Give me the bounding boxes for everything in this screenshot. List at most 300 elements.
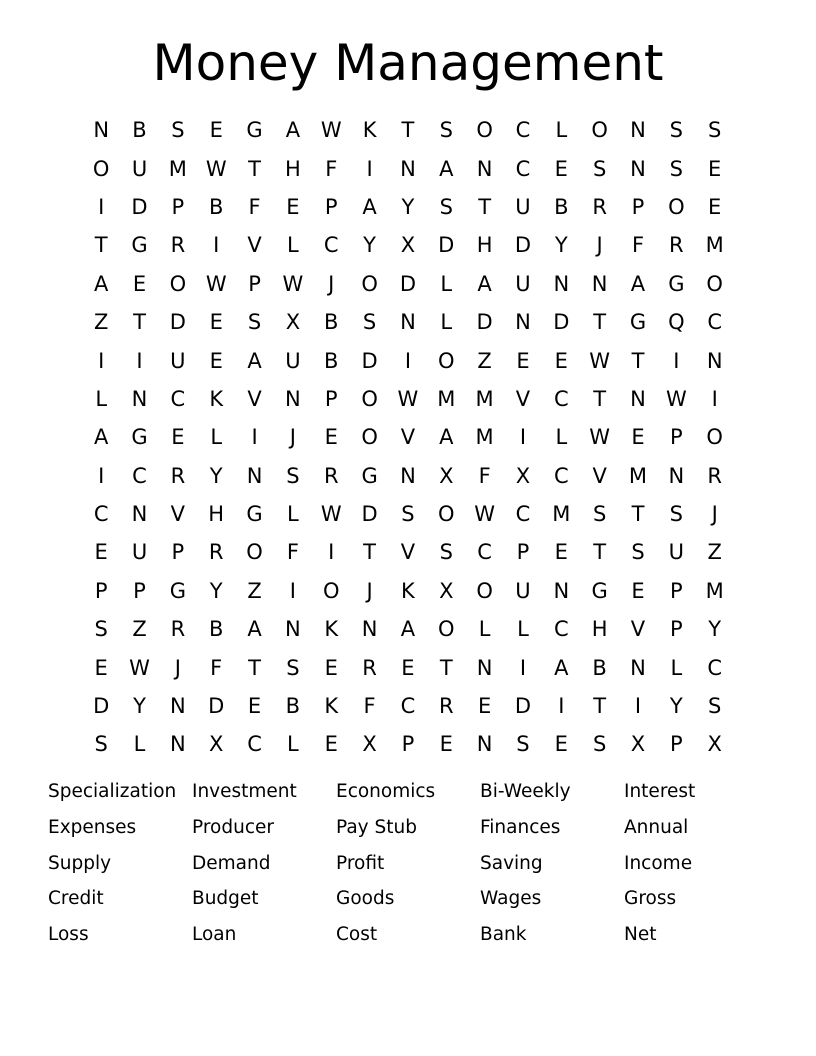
grid-letter: M — [552, 502, 571, 527]
grid-letter: B — [592, 655, 607, 680]
grid-letter: N — [630, 156, 646, 181]
grid-letter: N — [591, 271, 608, 296]
grid-letter: E — [439, 732, 453, 757]
grid-letter: U — [515, 578, 531, 603]
grid-letter: N — [93, 118, 110, 143]
grid-letter: C — [400, 694, 416, 719]
grid-letter: E — [631, 425, 645, 450]
grid-letter: P — [631, 194, 645, 219]
grid-letter: D — [93, 694, 110, 719]
grid-row — [82, 687, 734, 725]
grid-letter: N — [170, 732, 186, 757]
grid-row — [82, 303, 734, 341]
grid-letter: J — [711, 502, 718, 527]
grid-letter: R — [707, 463, 722, 488]
grid-letter: N — [630, 386, 646, 411]
grid-letter: N — [400, 310, 416, 335]
grid-letter: T — [593, 310, 607, 335]
grid-letter: O — [476, 578, 493, 603]
grid-letter: X — [630, 732, 646, 757]
grid-letter: I — [404, 348, 412, 373]
grid-letter: V — [400, 540, 416, 565]
grid-letter: I — [634, 694, 642, 719]
grid-letter: O — [438, 617, 455, 642]
grid-letter: P — [669, 732, 683, 757]
grid-letter: C — [477, 540, 492, 565]
grid-letter: U — [668, 540, 685, 565]
grid-letter: S — [631, 540, 645, 565]
grid-letter: N — [630, 118, 646, 143]
grid-letter: R — [362, 655, 377, 680]
grid-letter: N — [553, 578, 570, 603]
grid-letter: K — [362, 118, 377, 143]
grid-letter: W — [589, 348, 611, 373]
grid-letter: G — [131, 425, 148, 450]
grid-letter: E — [209, 348, 223, 373]
grid-letter: S — [708, 118, 722, 143]
word-list-item: Bank — [480, 924, 527, 946]
grid-letter: W — [205, 271, 227, 296]
grid-letter: S — [286, 463, 300, 488]
word-list-item: Demand — [192, 852, 271, 874]
word-list-item: Supply — [48, 852, 112, 874]
grid-letter: E — [209, 310, 223, 335]
grid-letter: C — [553, 617, 569, 642]
grid-letter: S — [439, 540, 453, 565]
grid-letter: P — [324, 386, 338, 411]
grid-letter: A — [630, 271, 646, 296]
grid-letter: A — [477, 271, 492, 296]
grid-letter: N — [246, 463, 263, 488]
grid-letter: A — [439, 425, 454, 450]
grid-letter: S — [94, 617, 108, 642]
grid-letter: S — [669, 156, 683, 181]
grid-letter: T — [593, 540, 607, 565]
grid-row — [82, 495, 734, 533]
grid-letter: D — [553, 310, 570, 335]
grid-letter: I — [98, 194, 105, 219]
grid-letter: A — [285, 118, 301, 143]
grid-letter: N — [476, 655, 493, 680]
grid-letter: E — [554, 732, 568, 757]
grid-row — [82, 572, 734, 610]
grid-letter: O — [438, 348, 455, 373]
grid-letter: T — [593, 386, 607, 411]
grid-letter: M — [168, 156, 187, 181]
grid-letter: A — [439, 156, 454, 181]
grid-row — [82, 457, 734, 495]
word-list-item: Cost — [336, 924, 378, 946]
grid-letter: D — [169, 310, 186, 335]
grid-letter: O — [438, 502, 455, 527]
grid-letter: L — [210, 425, 223, 450]
grid-letter: V — [247, 233, 262, 258]
grid-letter: B — [285, 694, 301, 719]
grid-letter: G — [246, 118, 263, 143]
grid-letter: Z — [132, 617, 147, 642]
grid-letter: L — [133, 732, 146, 757]
grid-letter: E — [94, 655, 108, 680]
grid-letter: X — [285, 310, 301, 335]
grid-letter: D — [131, 194, 148, 219]
grid-letter: D — [361, 348, 378, 373]
grid-letter: P — [248, 271, 261, 296]
grid-letter: C — [707, 310, 722, 335]
grid-letter: V — [170, 502, 186, 527]
grid-letter: Z — [707, 540, 722, 565]
grid-letter: T — [248, 156, 261, 181]
grid-row — [82, 610, 734, 648]
letter-grid — [82, 111, 734, 764]
grid-row — [82, 418, 734, 456]
grid-letter: L — [287, 732, 299, 757]
grid-letter: Y — [401, 194, 415, 219]
grid-letter: A — [400, 617, 416, 642]
grid-letter: V — [630, 617, 646, 642]
word-list-item: Pay Stub — [336, 816, 417, 838]
grid-letter: T — [363, 540, 376, 565]
grid-letter: G — [169, 578, 186, 603]
grid-row — [82, 265, 734, 303]
grid-letter: A — [247, 348, 262, 373]
word-list-item: Loan — [192, 924, 237, 946]
grid-letter: G — [246, 502, 263, 527]
grid-letter: C — [707, 655, 722, 680]
grid-letter: O — [706, 271, 723, 296]
grid-letter: S — [708, 694, 722, 719]
grid-letter: E — [631, 578, 645, 603]
grid-letter: L — [287, 233, 299, 258]
word-list-item: Wages — [480, 888, 542, 910]
grid-letter: S — [592, 156, 607, 181]
word-list-item: Bi-Weekly — [480, 781, 571, 802]
grid-letter: C — [553, 386, 569, 411]
grid-letter: G — [629, 310, 647, 335]
word-list-item: Credit — [48, 888, 104, 910]
grid-letter: N — [170, 694, 186, 719]
grid-letter: U — [131, 156, 148, 181]
grid-letter: G — [361, 463, 378, 488]
grid-letter: X — [400, 233, 416, 258]
grid-letter: D — [476, 310, 493, 335]
grid-letter: O — [169, 271, 187, 296]
word-list-item: Producer — [192, 816, 274, 838]
grid-letter: V — [515, 386, 531, 411]
grid-letter: T — [593, 694, 607, 719]
grid-letter: W — [589, 425, 611, 450]
grid-letter: F — [286, 540, 299, 565]
grid-letter: G — [131, 233, 148, 258]
grid-letter: D — [438, 233, 455, 258]
grid-letter: K — [324, 694, 339, 719]
grid-letter: N — [630, 655, 646, 680]
grid-letter: M — [475, 425, 494, 450]
grid-letter: S — [439, 118, 453, 143]
grid-letter: G — [591, 578, 608, 603]
grid-letter: R — [170, 463, 186, 488]
grid-letter: C — [515, 118, 531, 143]
grid-letter: M — [705, 578, 724, 603]
grid-letter: E — [708, 194, 722, 219]
grid-letter: S — [439, 194, 453, 219]
grid-letter: C — [93, 502, 109, 527]
grid-letter: S — [592, 732, 607, 757]
grid-letter: J — [174, 655, 181, 680]
grid-letter: H — [208, 502, 225, 527]
grid-row — [82, 380, 734, 418]
grid-letter: E — [401, 655, 415, 680]
grid-letter: U — [285, 348, 301, 373]
grid-letter: E — [286, 194, 300, 219]
grid-letter: Y — [209, 463, 223, 488]
grid-letter: X — [439, 578, 454, 603]
grid-row — [82, 111, 734, 149]
grid-letter: F — [631, 233, 645, 258]
grid-letter: Z — [477, 348, 492, 373]
word-list-item: Profit — [336, 852, 385, 874]
grid-letter: R — [170, 617, 186, 642]
grid-letter: X — [209, 732, 224, 757]
grid-letter: M — [437, 386, 456, 411]
grid-letter: E — [516, 348, 530, 373]
grid-letter: P — [669, 578, 683, 603]
grid-letter: E — [324, 655, 338, 680]
grid-letter: F — [363, 694, 376, 719]
grid-letter: C — [170, 386, 186, 411]
grid-letter: P — [171, 540, 185, 565]
grid-letter: T — [94, 233, 108, 258]
grid-letter: I — [98, 348, 105, 373]
grid-letter: F — [210, 655, 223, 680]
grid-row — [82, 226, 734, 264]
grid-letter: O — [246, 540, 263, 565]
grid-letter: W — [320, 118, 342, 143]
grid-letter: H — [284, 156, 301, 181]
grid-letter: C — [323, 233, 339, 258]
grid-letter: I — [558, 694, 565, 719]
grid-letter: T — [439, 655, 453, 680]
grid-letter: S — [171, 118, 185, 143]
grid-letter: W — [397, 386, 419, 411]
grid-letter: K — [209, 386, 224, 411]
grid-letter: Z — [93, 310, 109, 335]
grid-letter: P — [669, 617, 683, 642]
grid-letter: H — [591, 617, 608, 642]
grid-letter: Y — [669, 694, 683, 719]
grid-letter: W — [474, 502, 495, 527]
grid-letter: E — [324, 732, 338, 757]
grid-letter: W — [205, 156, 227, 181]
word-list-item: Budget — [192, 888, 259, 910]
grid-letter: C — [515, 156, 531, 181]
grid-letter: N — [706, 348, 723, 373]
grid-letter: B — [132, 118, 147, 143]
grid-letter: O — [361, 425, 378, 450]
grid-letter: E — [708, 156, 722, 181]
grid-letter: N — [361, 617, 378, 642]
word-list-item: Investment — [192, 781, 297, 802]
grid-letter: B — [208, 617, 224, 642]
grid-letter: R — [323, 463, 339, 488]
grid-letter: I — [711, 386, 718, 411]
grid-letter: I — [251, 425, 258, 450]
grid-letter: N — [400, 463, 416, 488]
grid-letter: A — [554, 655, 569, 680]
grid-letter: E — [209, 118, 223, 143]
grid-letter: D — [399, 271, 416, 296]
grid-letter: E — [477, 694, 492, 719]
grid-letter: M — [628, 463, 648, 488]
grid-letter: N — [400, 156, 416, 181]
word-list-item: Interest — [624, 781, 696, 802]
grid-letter: S — [247, 310, 262, 335]
grid-letter: E — [132, 271, 147, 296]
grid-letter: R — [438, 694, 454, 719]
grid-letter: P — [133, 578, 146, 603]
grid-letter: I — [673, 348, 680, 373]
word-list-item: Loss — [48, 924, 89, 946]
grid-letter: J — [596, 233, 603, 258]
grid-letter: X — [515, 463, 531, 488]
grid-letter: X — [362, 732, 377, 757]
grid-letter: O — [476, 118, 493, 143]
grid-letter: L — [555, 118, 568, 143]
grid-letter: L — [517, 617, 529, 642]
grid-letter: T — [478, 194, 492, 219]
grid-letter: U — [170, 348, 186, 373]
grid-letter: B — [324, 348, 339, 373]
grid-letter: N — [668, 463, 685, 488]
grid-letter: W — [282, 271, 304, 296]
grid-letter: S — [592, 502, 607, 527]
grid-letter: L — [440, 310, 453, 335]
grid-letter: K — [324, 617, 339, 642]
grid-letter: C — [553, 463, 569, 488]
grid-letter: E — [94, 540, 108, 565]
word-list-item: Expenses — [48, 816, 137, 838]
grid-letter: G — [668, 271, 685, 296]
grid-letter: N — [515, 310, 531, 335]
grid-letter: N — [285, 386, 301, 411]
grid-letter: B — [554, 194, 569, 219]
grid-letter: T — [248, 655, 261, 680]
grid-letter: L — [670, 655, 683, 680]
grid-letter: F — [478, 463, 491, 488]
grid-letter: P — [401, 732, 415, 757]
grid-letter: C — [515, 502, 531, 527]
grid-letter: T — [401, 118, 415, 143]
grid-letter: T — [631, 502, 645, 527]
grid-letter: I — [289, 578, 296, 603]
grid-letter: L — [555, 425, 568, 450]
grid-letter: Y — [133, 694, 146, 719]
grid-letter: F — [325, 156, 338, 181]
grid-row — [82, 725, 734, 763]
grid-letter: D — [208, 694, 225, 719]
word-list-item: Specialization — [48, 781, 177, 802]
grid-letter: O — [322, 578, 340, 603]
grid-row — [82, 533, 734, 571]
grid-letter: Y — [708, 617, 722, 642]
grid-letter: Y — [209, 578, 223, 603]
grid-letter: S — [669, 502, 683, 527]
grid-letter: N — [131, 502, 148, 527]
grid-letter: X — [439, 463, 454, 488]
grid-letter: X — [707, 732, 722, 757]
grid-letter: N — [476, 732, 493, 757]
grid-letter: O — [361, 271, 378, 296]
grid-letter: L — [440, 271, 453, 296]
grid-letter: P — [94, 578, 108, 603]
grid-letter: Y — [363, 233, 376, 258]
grid-letter: S — [94, 732, 108, 757]
grid-letter: D — [514, 694, 532, 719]
grid-letter: J — [366, 578, 373, 603]
word-list-item: Economics — [336, 781, 436, 802]
grid-row — [82, 341, 734, 379]
grid-letter: D — [514, 233, 532, 258]
grid-row — [82, 648, 734, 686]
grid-letter: M — [705, 233, 724, 258]
grid-letter: A — [362, 194, 377, 219]
grid-letter: N — [131, 386, 148, 411]
word-list-item: Net — [624, 924, 657, 946]
grid-letter: E — [171, 425, 185, 450]
grid-letter: Q — [668, 310, 685, 335]
grid-letter: A — [247, 617, 262, 642]
grid-letter: S — [516, 732, 530, 757]
grid-letter: R — [592, 194, 607, 219]
grid-letter: E — [554, 156, 568, 181]
word-list-item: Gross — [624, 888, 677, 910]
grid-letter: J — [328, 271, 335, 296]
grid-letter: P — [516, 540, 530, 565]
grid-letter: B — [208, 194, 224, 219]
grid-letter: N — [285, 617, 301, 642]
grid-row — [82, 188, 734, 226]
grid-letter: V — [592, 463, 607, 488]
grid-letter: E — [324, 425, 338, 450]
grid-letter: I — [519, 655, 527, 680]
grid-letter: N — [476, 156, 493, 181]
page-title: Money Management — [152, 34, 664, 92]
grid-letter: W — [129, 655, 150, 680]
grid-row — [82, 149, 734, 187]
grid-letter: W — [320, 502, 342, 527]
grid-letter: I — [136, 348, 143, 373]
grid-letter: V — [400, 425, 416, 450]
grid-letter: O — [706, 425, 723, 450]
grid-letter: Y — [554, 233, 568, 258]
grid-letter: A — [93, 271, 109, 296]
grid-letter: K — [401, 578, 415, 603]
grid-letter: I — [98, 463, 105, 488]
word-list — [48, 778, 768, 957]
grid-letter: I — [519, 425, 527, 450]
grid-letter: T — [133, 310, 146, 335]
grid-letter: S — [401, 502, 415, 527]
grid-letter: P — [669, 425, 683, 450]
grid-letter: C — [247, 732, 262, 757]
grid-letter: A — [93, 425, 109, 450]
grid-letter: S — [669, 118, 683, 143]
grid-letter: S — [286, 655, 300, 680]
grid-letter: U — [131, 540, 148, 565]
grid-letter: L — [478, 617, 491, 642]
grid-letter: R — [170, 233, 186, 258]
word-list-item: Finances — [480, 816, 561, 838]
grid-letter: U — [515, 271, 531, 296]
